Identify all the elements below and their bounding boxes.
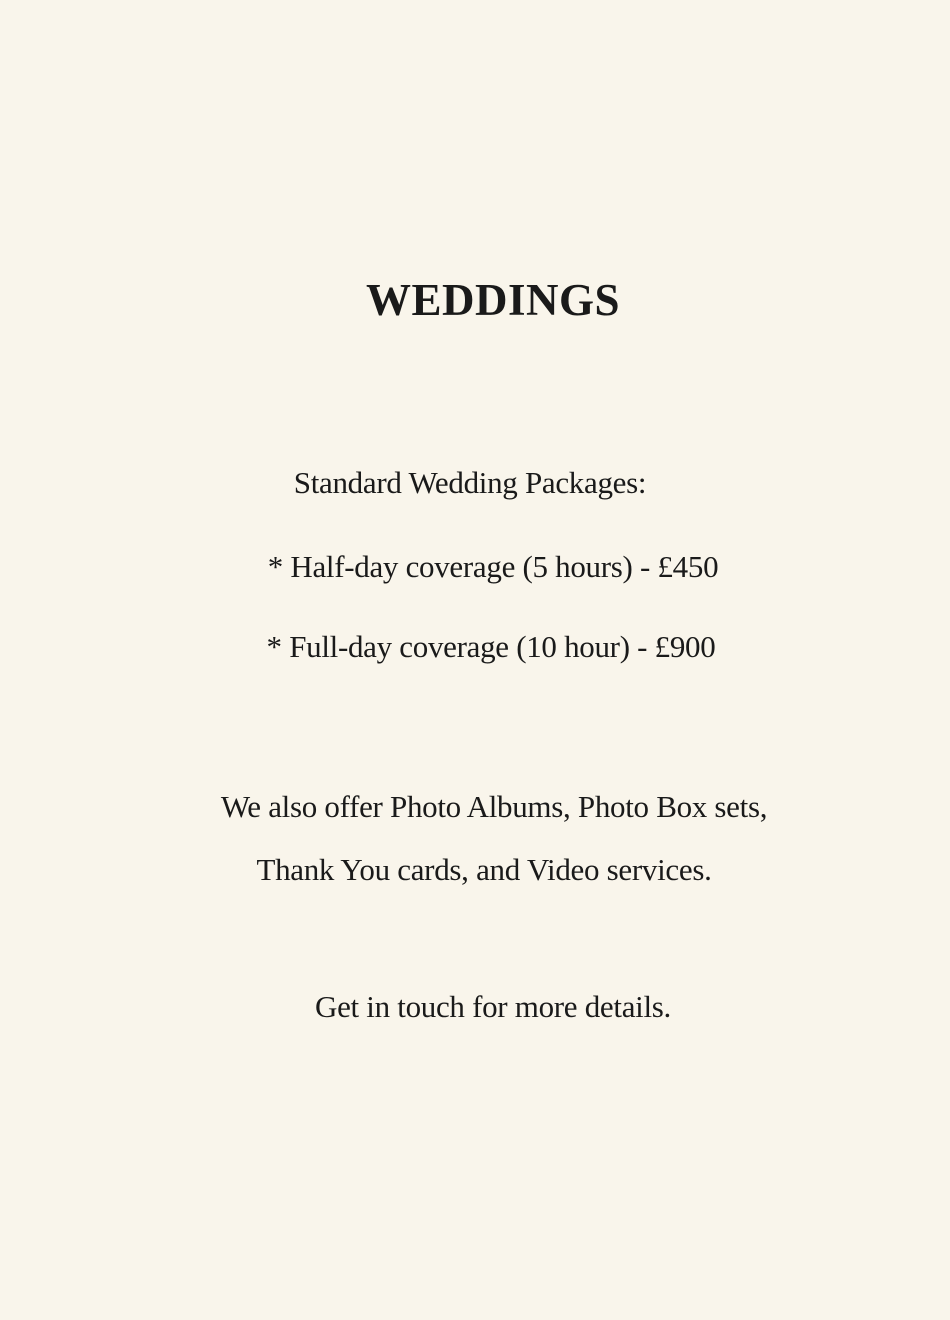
package-half-day: * Half-day coverage (5 hours) - £450 xyxy=(267,549,719,584)
services-line-2: Thank You cards, and Video services. xyxy=(256,852,712,887)
package-full-day: * Full-day coverage (10 hour) - £900 xyxy=(266,629,716,664)
services-line-1: We also offer Photo Albums, Photo Box sets, xyxy=(220,789,768,824)
contact-text: Get in touch for more details. xyxy=(314,989,671,1024)
packages-heading: Standard Wedding Packages: xyxy=(293,465,647,500)
page-title: WEDDINGS xyxy=(365,275,621,326)
